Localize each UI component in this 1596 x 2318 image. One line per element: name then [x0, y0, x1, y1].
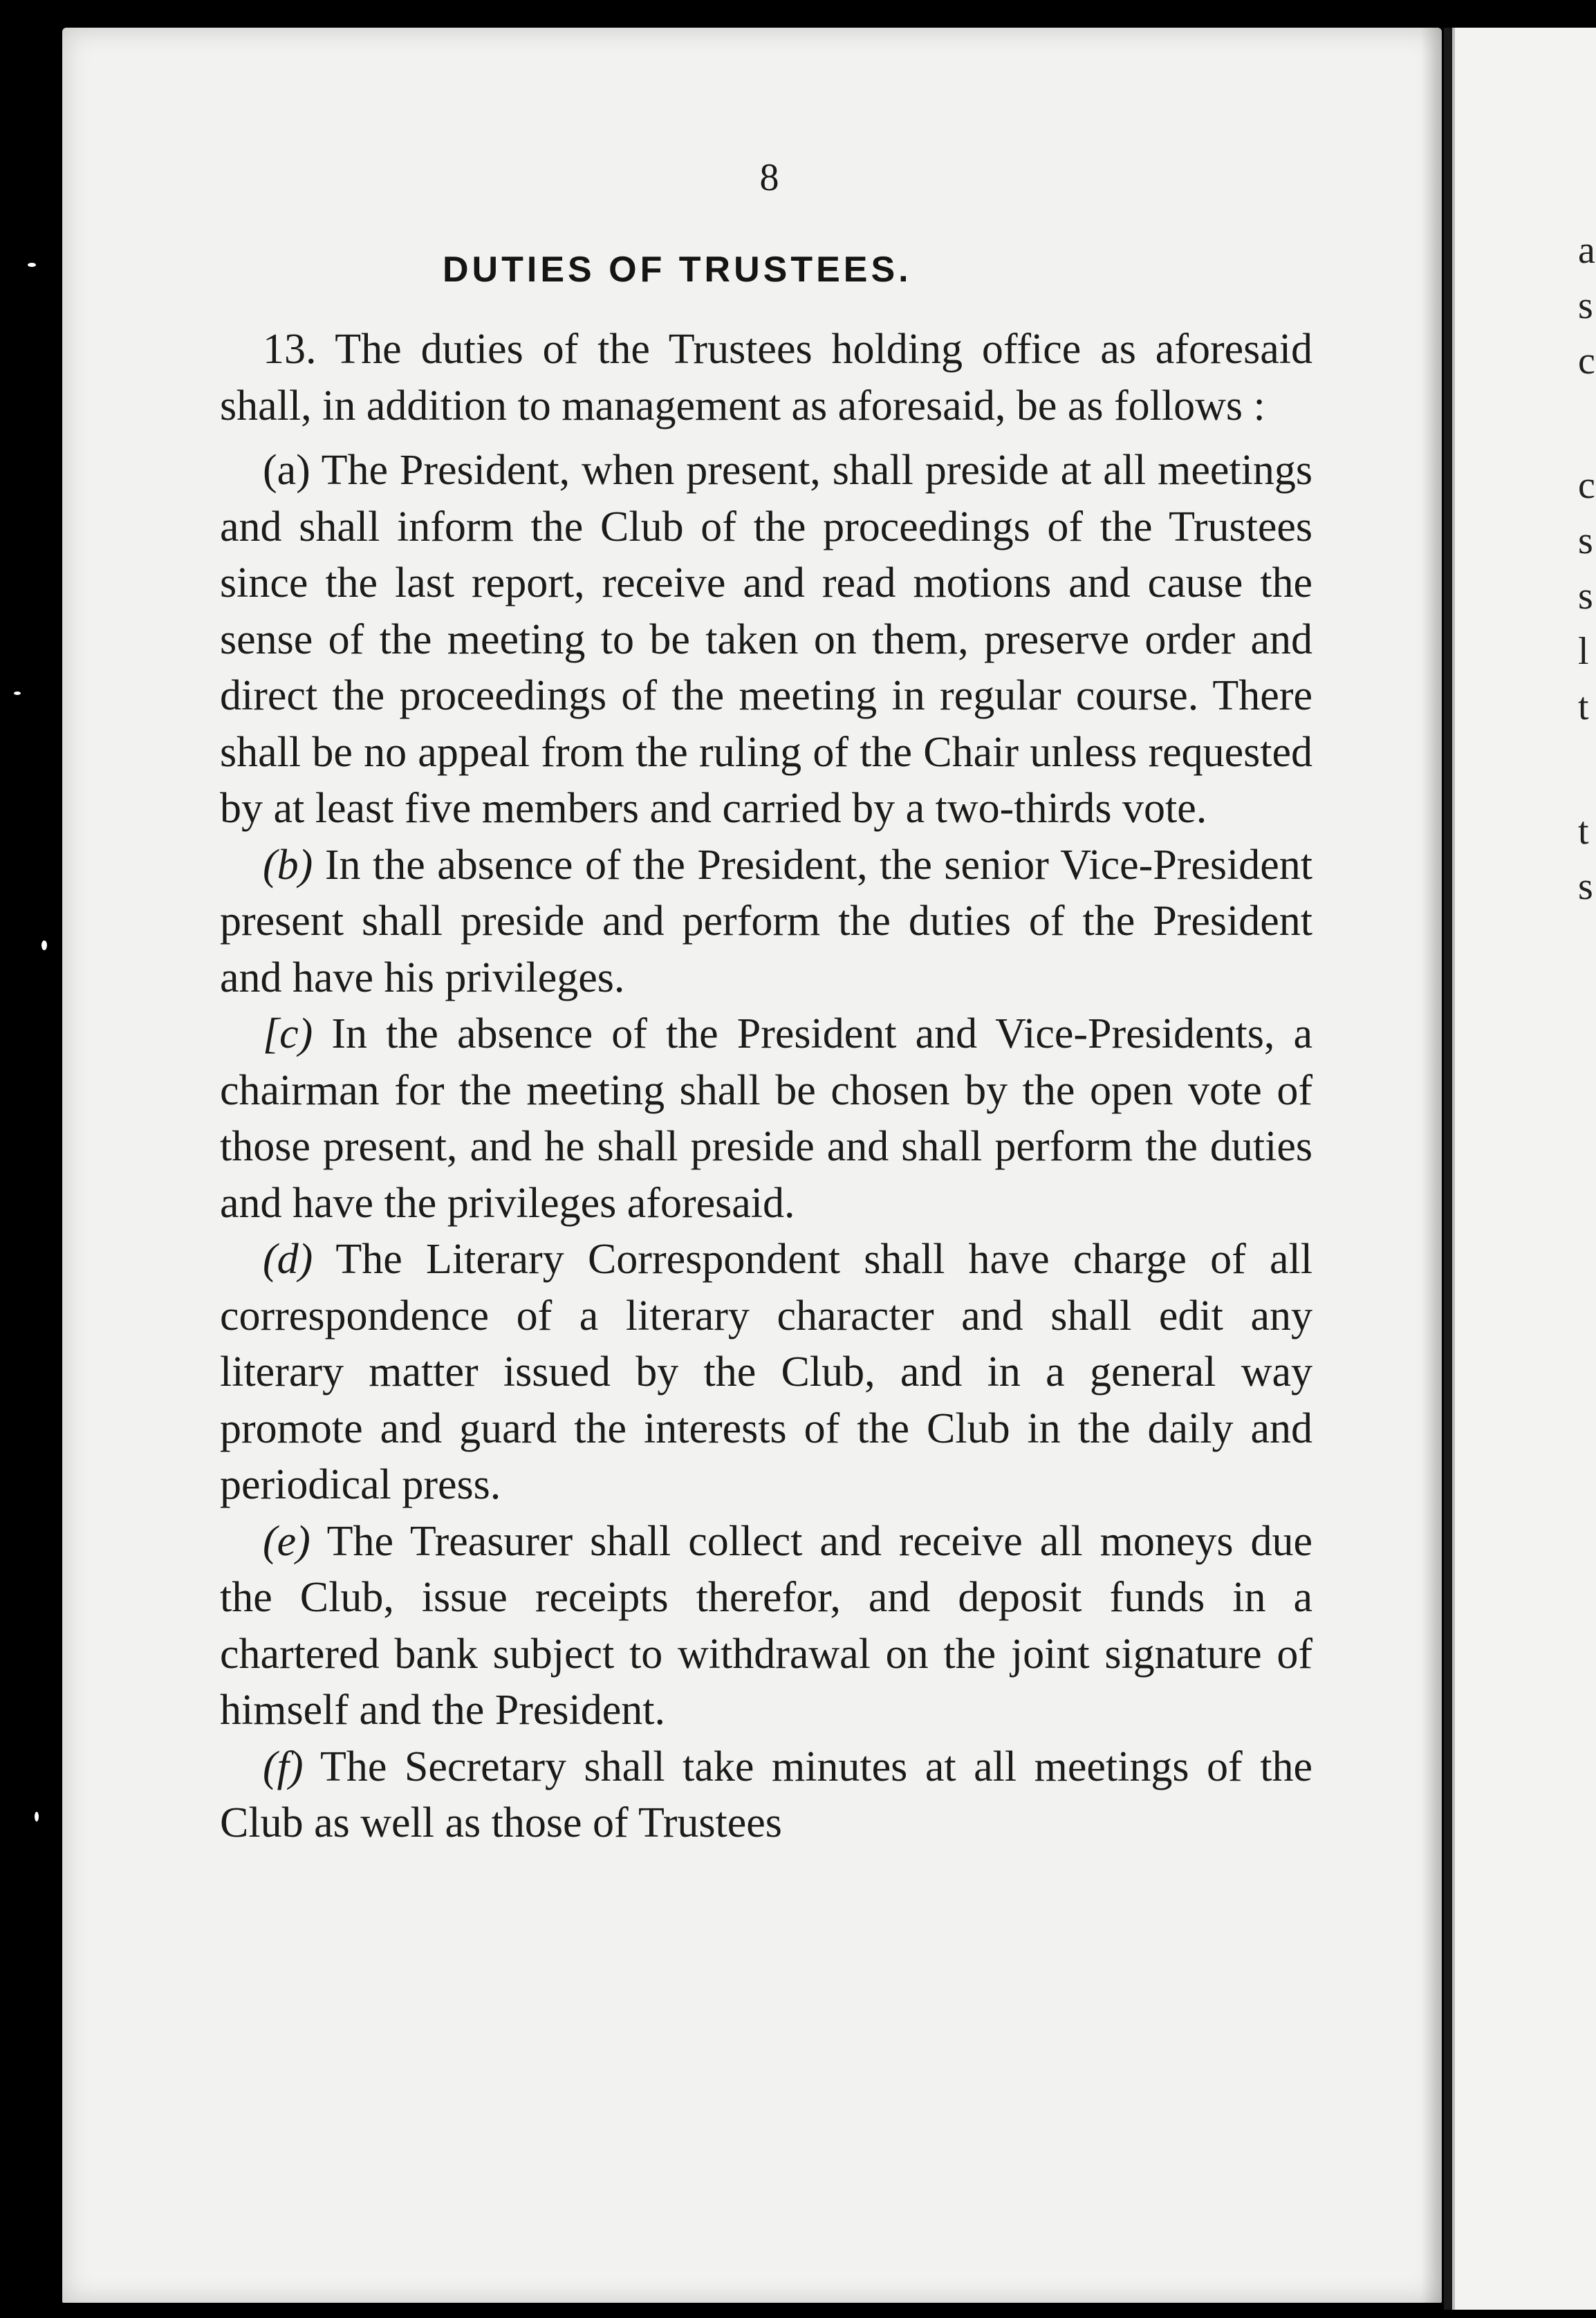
paragraph-label: (d)	[263, 1236, 313, 1283]
facing-page-letter: s	[1578, 865, 1593, 908]
page-number: 8	[759, 156, 779, 199]
facing-page-letter: c	[1578, 340, 1595, 382]
body-text	[220, 322, 1312, 1852]
facing-page-letter: a	[1578, 229, 1595, 272]
paragraph-label: (b)	[263, 841, 313, 889]
paragraph-13	[220, 322, 1312, 434]
facing-page-letter: t	[1578, 810, 1589, 853]
paragraph-text: In the absence of the President and Vice-Presidents, a chairman for the meeting shall be chosen by the open vote of those present, and he shall preside and shall perform the duties and have the privileges aforesaid.	[220, 1010, 1313, 1227]
section-heading: DUTIES OF TRUSTEES.	[443, 250, 912, 290]
paragraph-f	[220, 1739, 1312, 1852]
paragraph-label: [c)	[263, 1010, 313, 1057]
facing-page-letter: l	[1578, 630, 1589, 673]
paragraph-d	[220, 1232, 1312, 1514]
paragraph-c	[220, 1006, 1312, 1232]
paragraph-label: (e)	[263, 1517, 310, 1565]
page-fold-shadow	[1421, 28, 1444, 2303]
facing-page-letter: c	[1578, 464, 1595, 507]
paragraph-text: The Literary Correspondent shall have charge of all correspondence of a literary character and shall edit any literary matter issued by the Club, and in a general way promote and guard the interests of the Club in the daily and periodical press.	[220, 1236, 1312, 1508]
paragraph-text: In the absence of the President, the senior Vice-President present shall preside and perform the duties of the President and have his privileges.	[220, 841, 1312, 1001]
paragraph-b	[220, 837, 1312, 1007]
paragraph-e	[220, 1514, 1312, 1739]
paragraph-label: (f)	[263, 1743, 304, 1790]
facing-page-letter: t	[1578, 685, 1589, 728]
book-gutter	[1444, 28, 1452, 2310]
paragraph-text: The President, when present, shall preside at all meetings and shall inform the Club of the proceedings of the Trustees since the last report, receive and read motions and cause the sense of the meeting to be taken on them, preserve order and direct the proceedings of the meeting in regular course. There shall be no appeal from the ruling of the Chair unless requested by at least five members and carried by a two-thirds vote.	[220, 447, 1313, 832]
scan-speck	[35, 1812, 39, 1821]
paragraph-text: The Treasurer shall collect and receive all moneys due the Club, issue receipts therefor, and deposit funds in a chartered bank subject to withdrawal on the joint signature of himself and the President.	[220, 1517, 1312, 1734]
paragraph-label: (a)	[263, 447, 310, 494]
facing-page-letter: s	[1578, 284, 1593, 327]
paragraph-text: The Secretary shall take minutes at all meetings of the Club as well as those of Trustees	[220, 1743, 1312, 1846]
facing-page-letter: s	[1578, 519, 1593, 562]
facing-page-letter: s	[1578, 575, 1593, 618]
paragraph-a	[220, 443, 1312, 837]
scan-speck	[41, 940, 47, 950]
facing-page-edge	[1452, 28, 1596, 2310]
facing-page-border	[1452, 28, 1455, 2310]
scan-speck	[28, 263, 36, 267]
paragraph-text: 13. The duties of the Trustees holding office as aforesaid shall, in addition to management as aforesaid, be as follows :	[220, 326, 1312, 429]
scan-speck	[14, 692, 21, 695]
